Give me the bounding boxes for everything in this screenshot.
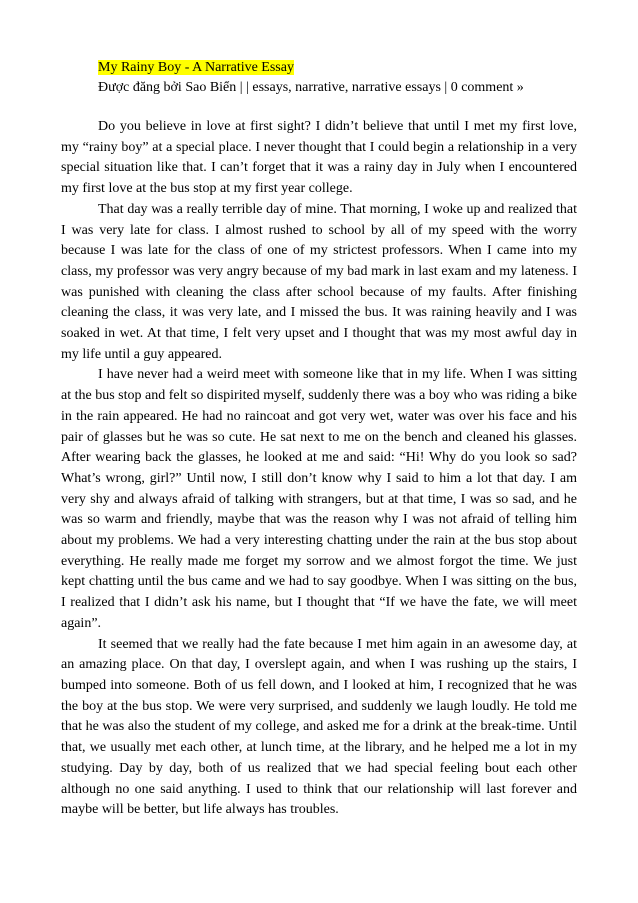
essay-paragraph-4: It seemed that we really had the fate because I met him again in an awesome day, at an amazing place. On that day, I overslept again, and when I was rushing up the stairs, I bumped into someone. Both of us fell down, and I looked at him, I recognized that he was the boy at the bus stop. We were very surprised, and suddenly we laugh loudly. He told me that he was also the student of my college, and asked me for a drink at the break-time. Until that, we usually met each other, at lunch time, at the library, and he helped me a lot in my studying. Day by day, both of us realized that we had special feeling bout each other although no one said anything. I used to think that our relationship will last forever and maybe will be better, but life always has troubles. [61,636,577,818]
essay-paragraph-2: That day was a really terrible day of mine. That morning, I woke up and realized that I was very late for class. I almost rushed to school by all of my speed with the worry because I was late for the class of one of my strictest professors. When I came into my class, my professor was very angry because of my bad mark in last exam and my lateness. I was punished with cleaning the class after school because of my faults. After finishing cleaning the class, it was very late, and I missed the bus. It was raining heavily and I was soaked in wet. At that time, I felt very upset and I thought that was my most awful day in my life until a guy appeared. [61,201,577,362]
document-page [61,58,577,821]
essay-byline: Được đăng bởi Sao Biển | | essays, narrative, narrative essays | 0 comment » [98,80,524,95]
essay-paragraph-1: Do you believe in love at first sight? I didn’t believe that until I met my first love, my “rainy boy” at a special place. I never thought that I could begin a relationship in a very special situation like that. I can’t forget that it was a rainy day in July when I encountered my first love at the bus stop at my first year college. [61,119,577,197]
essay-body [61,117,577,821]
essay-title-line [98,58,577,78]
essay-paragraph-3: I have never had a weird meet with someone like that in my life. When I was sitting at the bus stop and felt so dispirited myself, suddenly there was a boy who was riding a bike in the rain appeared. He had no raincoat and got very wet, water was over his face and his pair of glasses but he was so cute. He sat next to me on the bench and cleaned his glasses. After wearing back the glasses, he looked at me and said: “Hi! Why do you look so sad? What’s wrong, girl?” Until now, I still don’t know why I said to him a lot that day. I am very shy and always afraid of talking with strangers, but at that time, I was so sad, and he was so warm and friendly, maybe that was the reason why I was not afraid of telling him about my problems. We had a very interesting chatting under the rain at the bus stop about everything. He really made me forget my sorrow and we almost forgot the time. We just kept chatting until the bus came and we had to say goodbye. When I was sitting on the bus, I realized that I didn’t ask his name, but I thought that “If we have the fate, we will meet again”. [61,367,577,631]
essay-title[interactable]: My Rainy Boy - A Narrative Essay [98,60,294,75]
